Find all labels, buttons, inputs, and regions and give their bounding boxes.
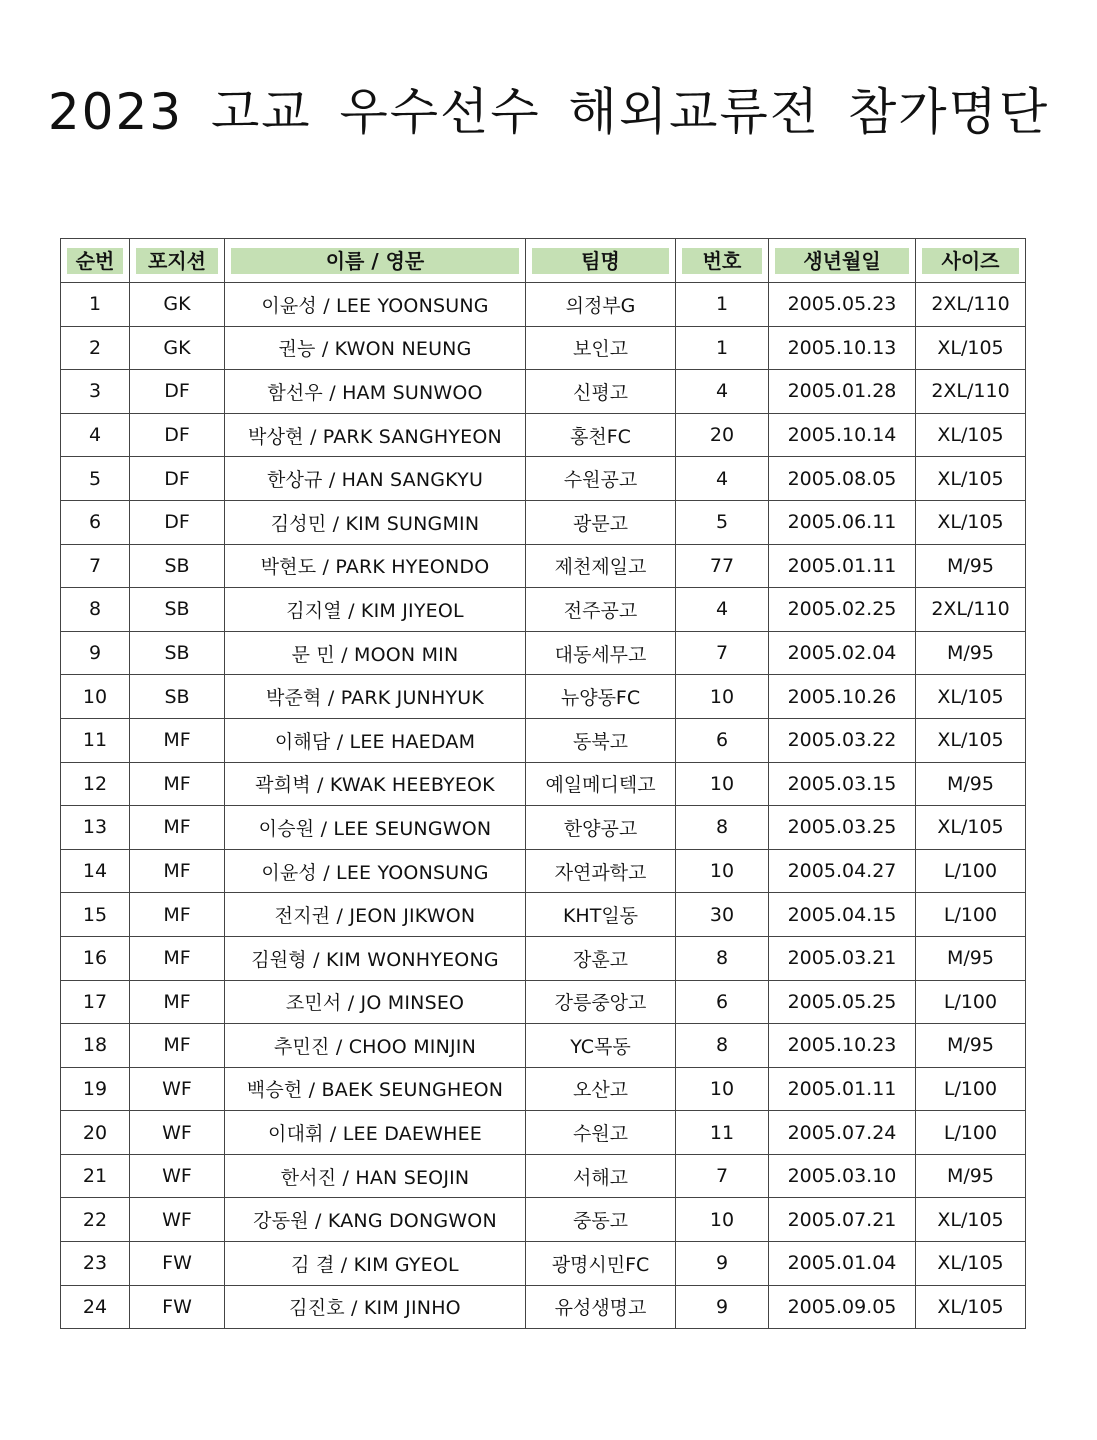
cell-name: 이해담 / LEE HAEDAM xyxy=(225,718,526,762)
cell-number: 1 xyxy=(676,326,769,370)
cell-team: 강릉중앙고 xyxy=(526,980,676,1024)
cell-position: WF xyxy=(130,1154,225,1198)
cell-size: 2XL/110 xyxy=(916,370,1026,414)
roster-body xyxy=(61,283,1026,1329)
header-cell-size: 사이즈 xyxy=(916,239,1026,283)
cell-name: 김성민 / KIM SUNGMIN xyxy=(225,500,526,544)
cell-number: 6 xyxy=(676,718,769,762)
table-row xyxy=(61,544,1026,588)
cell-number: 7 xyxy=(676,631,769,675)
cell-number: 8 xyxy=(676,936,769,980)
cell-no: 8 xyxy=(61,588,130,632)
cell-number: 77 xyxy=(676,544,769,588)
cell-size: 2XL/110 xyxy=(916,283,1026,327)
cell-no: 3 xyxy=(61,370,130,414)
cell-position: SB xyxy=(130,631,225,675)
cell-position: DF xyxy=(130,457,225,501)
cell-birthdate: 2005.01.11 xyxy=(769,544,916,588)
cell-position: MF xyxy=(130,849,225,893)
cell-position: DF xyxy=(130,500,225,544)
cell-birthdate: 2005.07.21 xyxy=(769,1198,916,1242)
cell-number: 10 xyxy=(676,762,769,806)
cell-name: 곽희벽 / KWAK HEEBYEOK xyxy=(225,762,526,806)
cell-name: 함선우 / HAM SUNWOO xyxy=(225,370,526,414)
cell-position: WF xyxy=(130,1198,225,1242)
cell-position: DF xyxy=(130,413,225,457)
cell-team: 신평고 xyxy=(526,370,676,414)
cell-no: 15 xyxy=(61,893,130,937)
table-row xyxy=(61,849,1026,893)
cell-size: L/100 xyxy=(916,1067,1026,1111)
cell-birthdate: 2005.01.28 xyxy=(769,370,916,414)
cell-number: 9 xyxy=(676,1242,769,1286)
cell-number: 9 xyxy=(676,1285,769,1329)
cell-size: XL/105 xyxy=(916,675,1026,719)
cell-number: 4 xyxy=(676,370,769,414)
cell-birthdate: 2005.03.10 xyxy=(769,1154,916,1198)
cell-number: 20 xyxy=(676,413,769,457)
cell-number: 4 xyxy=(676,457,769,501)
cell-name: 김진호 / KIM JINHO xyxy=(225,1285,526,1329)
cell-team: 전주공고 xyxy=(526,588,676,632)
cell-size: M/95 xyxy=(916,1024,1026,1068)
cell-position: MF xyxy=(130,1024,225,1068)
cell-position: SB xyxy=(130,588,225,632)
cell-position: MF xyxy=(130,762,225,806)
cell-no: 1 xyxy=(61,283,130,327)
cell-team: 수원고 xyxy=(526,1111,676,1155)
table-row xyxy=(61,1285,1026,1329)
cell-team: 장훈고 xyxy=(526,936,676,980)
cell-no: 5 xyxy=(61,457,130,501)
cell-position: MF xyxy=(130,893,225,937)
cell-no: 10 xyxy=(61,675,130,719)
cell-birthdate: 2005.01.11 xyxy=(769,1067,916,1111)
table-row xyxy=(61,1198,1026,1242)
cell-name: 박상현 / PARK SANGHYEON xyxy=(225,413,526,457)
cell-birthdate: 2005.10.23 xyxy=(769,1024,916,1068)
cell-birthdate: 2005.07.24 xyxy=(769,1111,916,1155)
cell-name: 박현도 / PARK HYEONDO xyxy=(225,544,526,588)
cell-size: XL/105 xyxy=(916,326,1026,370)
table-row xyxy=(61,457,1026,501)
cell-size: XL/105 xyxy=(916,500,1026,544)
cell-no: 14 xyxy=(61,849,130,893)
header-cell-birthdate: 생년월일 xyxy=(769,239,916,283)
cell-no: 21 xyxy=(61,1154,130,1198)
table-row xyxy=(61,1154,1026,1198)
cell-name: 백승헌 / BAEK SEUNGHEON xyxy=(225,1067,526,1111)
cell-name: 김 결 / KIM GYEOL xyxy=(225,1242,526,1286)
cell-team: 뉴양동FC xyxy=(526,675,676,719)
cell-size: M/95 xyxy=(916,631,1026,675)
cell-name: 한상규 / HAN SANGKYU xyxy=(225,457,526,501)
cell-name: 조민서 / JO MINSEO xyxy=(225,980,526,1024)
cell-birthdate: 2005.04.27 xyxy=(769,849,916,893)
cell-team: 의정부G xyxy=(526,283,676,327)
cell-birthdate: 2005.10.13 xyxy=(769,326,916,370)
cell-team: 한양공고 xyxy=(526,806,676,850)
cell-birthdate: 2005.03.22 xyxy=(769,718,916,762)
cell-team: 동북고 xyxy=(526,718,676,762)
cell-birthdate: 2005.02.25 xyxy=(769,588,916,632)
cell-name: 이승원 / LEE SEUNGWON xyxy=(225,806,526,850)
cell-name: 한서진 / HAN SEOJIN xyxy=(225,1154,526,1198)
cell-no: 20 xyxy=(61,1111,130,1155)
header-cell-name: 이름 / 영문 xyxy=(225,239,526,283)
cell-size: L/100 xyxy=(916,1111,1026,1155)
cell-birthdate: 2005.06.11 xyxy=(769,500,916,544)
cell-team: KHT일동 xyxy=(526,893,676,937)
cell-position: MF xyxy=(130,980,225,1024)
cell-number: 7 xyxy=(676,1154,769,1198)
cell-size: L/100 xyxy=(916,893,1026,937)
cell-birthdate: 2005.05.25 xyxy=(769,980,916,1024)
table-row xyxy=(61,718,1026,762)
table-row xyxy=(61,500,1026,544)
header-row xyxy=(61,239,1026,283)
cell-birthdate: 2005.03.25 xyxy=(769,806,916,850)
cell-team: 중동고 xyxy=(526,1198,676,1242)
cell-size: M/95 xyxy=(916,1154,1026,1198)
header-cell-number: 번호 xyxy=(676,239,769,283)
cell-no: 7 xyxy=(61,544,130,588)
table-row xyxy=(61,631,1026,675)
cell-size: XL/105 xyxy=(916,457,1026,501)
cell-name: 이윤성 / LEE YOONSUNG xyxy=(225,283,526,327)
table-row xyxy=(61,370,1026,414)
cell-number: 8 xyxy=(676,1024,769,1068)
cell-no: 13 xyxy=(61,806,130,850)
cell-team: 서해고 xyxy=(526,1154,676,1198)
cell-team: 광문고 xyxy=(526,500,676,544)
cell-team: 홍천FC xyxy=(526,413,676,457)
cell-position: SB xyxy=(130,675,225,719)
cell-no: 16 xyxy=(61,936,130,980)
cell-no: 9 xyxy=(61,631,130,675)
cell-size: XL/105 xyxy=(916,806,1026,850)
cell-number: 10 xyxy=(676,1198,769,1242)
cell-position: FW xyxy=(130,1242,225,1286)
cell-size: M/95 xyxy=(916,936,1026,980)
cell-team: YC목동 xyxy=(526,1024,676,1068)
table-row xyxy=(61,1111,1026,1155)
cell-no: 6 xyxy=(61,500,130,544)
cell-no: 22 xyxy=(61,1198,130,1242)
table-row xyxy=(61,283,1026,327)
cell-name: 김원형 / KIM WONHYEONG xyxy=(225,936,526,980)
cell-position: MF xyxy=(130,936,225,980)
cell-size: XL/105 xyxy=(916,1285,1026,1329)
cell-team: 예일메디텍고 xyxy=(526,762,676,806)
cell-name: 문 민 / MOON MIN xyxy=(225,631,526,675)
cell-size: M/95 xyxy=(916,544,1026,588)
cell-position: MF xyxy=(130,718,225,762)
cell-birthdate: 2005.09.05 xyxy=(769,1285,916,1329)
cell-number: 6 xyxy=(676,980,769,1024)
cell-name: 권능 / KWON NEUNG xyxy=(225,326,526,370)
header-cell-position: 포지션 xyxy=(130,239,225,283)
cell-position: SB xyxy=(130,544,225,588)
table-row xyxy=(61,893,1026,937)
table-row xyxy=(61,675,1026,719)
page-title: 2023 고교 우수선수 해외교류전 참가명단 xyxy=(47,83,1050,141)
cell-position: GK xyxy=(130,326,225,370)
cell-birthdate: 2005.02.04 xyxy=(769,631,916,675)
cell-size: XL/105 xyxy=(916,413,1026,457)
cell-no: 23 xyxy=(61,1242,130,1286)
table-row xyxy=(61,806,1026,850)
table-row xyxy=(61,936,1026,980)
cell-team: 오산고 xyxy=(526,1067,676,1111)
table-row xyxy=(61,588,1026,632)
cell-birthdate: 2005.01.04 xyxy=(769,1242,916,1286)
cell-team: 광명시민FC xyxy=(526,1242,676,1286)
cell-number: 11 xyxy=(676,1111,769,1155)
cell-team: 수원공고 xyxy=(526,457,676,501)
cell-no: 18 xyxy=(61,1024,130,1068)
table-row xyxy=(61,326,1026,370)
table-row xyxy=(61,413,1026,457)
cell-position: GK xyxy=(130,283,225,327)
cell-team: 제천제일고 xyxy=(526,544,676,588)
cell-number: 10 xyxy=(676,1067,769,1111)
cell-birthdate: 2005.04.15 xyxy=(769,893,916,937)
cell-number: 10 xyxy=(676,849,769,893)
cell-no: 24 xyxy=(61,1285,130,1329)
cell-name: 김지열 / KIM JIYEOL xyxy=(225,588,526,632)
cell-number: 4 xyxy=(676,588,769,632)
cell-no: 17 xyxy=(61,980,130,1024)
cell-size: L/100 xyxy=(916,980,1026,1024)
cell-position: FW xyxy=(130,1285,225,1329)
cell-size: L/100 xyxy=(916,849,1026,893)
cell-birthdate: 2005.03.21 xyxy=(769,936,916,980)
table-row xyxy=(61,762,1026,806)
cell-no: 19 xyxy=(61,1067,130,1111)
cell-size: 2XL/110 xyxy=(916,588,1026,632)
cell-team: 자연과학고 xyxy=(526,849,676,893)
cell-name: 이윤성 / LEE YOONSUNG xyxy=(225,849,526,893)
cell-size: XL/105 xyxy=(916,718,1026,762)
table-row xyxy=(61,1024,1026,1068)
cell-name: 이대휘 / LEE DAEWHEE xyxy=(225,1111,526,1155)
cell-team: 대동세무고 xyxy=(526,631,676,675)
cell-number: 30 xyxy=(676,893,769,937)
cell-birthdate: 2005.10.26 xyxy=(769,675,916,719)
cell-no: 11 xyxy=(61,718,130,762)
cell-birthdate: 2005.08.05 xyxy=(769,457,916,501)
cell-size: XL/105 xyxy=(916,1242,1026,1286)
cell-team: 보인고 xyxy=(526,326,676,370)
cell-number: 8 xyxy=(676,806,769,850)
header-cell-no: 순번 xyxy=(61,239,130,283)
cell-name: 추민진 / CHOO MINJIN xyxy=(225,1024,526,1068)
cell-position: WF xyxy=(130,1111,225,1155)
header-cell-team: 팀명 xyxy=(526,239,676,283)
cell-position: WF xyxy=(130,1067,225,1111)
cell-size: M/95 xyxy=(916,762,1026,806)
table-row xyxy=(61,1067,1026,1111)
cell-no: 2 xyxy=(61,326,130,370)
cell-name: 강동원 / KANG DONGWON xyxy=(225,1198,526,1242)
cell-number: 1 xyxy=(676,283,769,327)
cell-team: 유성생명고 xyxy=(526,1285,676,1329)
cell-position: DF xyxy=(130,370,225,414)
cell-birthdate: 2005.10.14 xyxy=(769,413,916,457)
cell-birthdate: 2005.03.15 xyxy=(769,762,916,806)
cell-position: MF xyxy=(130,806,225,850)
cell-birthdate: 2005.05.23 xyxy=(769,283,916,327)
cell-no: 4 xyxy=(61,413,130,457)
cell-name: 전지권 / JEON JIKWON xyxy=(225,893,526,937)
cell-number: 5 xyxy=(676,500,769,544)
roster-table xyxy=(60,238,1026,1329)
cell-number: 10 xyxy=(676,675,769,719)
cell-name: 박준혁 / PARK JUNHYUK xyxy=(225,675,526,719)
table-row xyxy=(61,1242,1026,1286)
table-row xyxy=(61,980,1026,1024)
cell-no: 12 xyxy=(61,762,130,806)
cell-size: XL/105 xyxy=(916,1198,1026,1242)
